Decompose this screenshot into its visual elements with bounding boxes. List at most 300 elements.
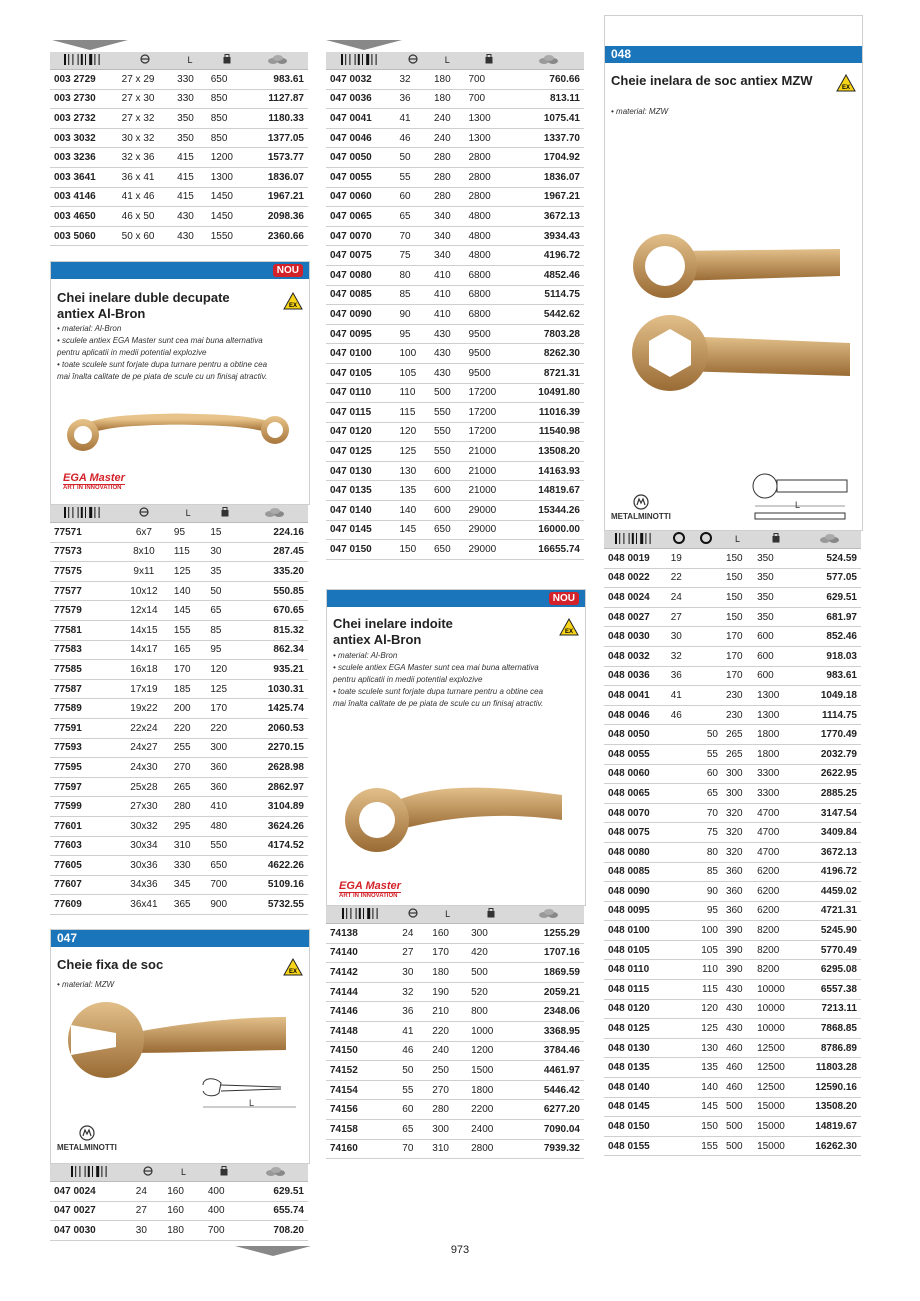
- table-cell: 4174.52: [243, 836, 308, 856]
- table-cell: 1200: [207, 148, 248, 168]
- desc-line: pentru aplicatii in medii potential explozive: [333, 675, 483, 684]
- table-cell: 8786.89: [798, 1038, 861, 1058]
- table-cell: 047 0125: [326, 442, 395, 462]
- weight-icon: [487, 908, 495, 918]
- table-cell: 048 0110: [604, 960, 667, 980]
- table-cell: [691, 607, 722, 627]
- desc-line: • sculele antiex EGA Master sunt cea mai buna alternativa: [57, 336, 263, 345]
- table-cell: 160: [163, 1201, 204, 1221]
- table-cell: 41 x 46: [118, 187, 174, 207]
- table-cell: 280: [430, 187, 464, 207]
- table-cell: 1800: [753, 744, 798, 764]
- table-cell: [667, 940, 691, 960]
- table-cell: 50: [691, 725, 722, 745]
- table-cell: 9500: [464, 363, 514, 383]
- table-row: [50, 207, 308, 227]
- table-cell: 105: [691, 940, 722, 960]
- table-row: [326, 70, 584, 90]
- table-row: [50, 679, 308, 699]
- table-row: [604, 1038, 861, 1058]
- table-cell: 36: [667, 666, 691, 686]
- table-cell: 480: [206, 816, 242, 836]
- table-cell: 500: [722, 1117, 753, 1137]
- table-cell: 24x30: [118, 758, 170, 778]
- title-line-2: antiex Al-Bron: [333, 632, 422, 647]
- brand-name: EGA Master: [339, 880, 401, 892]
- table-cell: 30: [398, 963, 428, 983]
- wrench-size-icon: [139, 507, 149, 517]
- table-row: [50, 777, 308, 797]
- table-cell: 135: [395, 481, 429, 501]
- table-cell: 360: [206, 777, 242, 797]
- table-cell: 77603: [50, 836, 118, 856]
- table-cell: 24x27: [118, 738, 170, 758]
- table-cell: 130: [691, 1038, 722, 1058]
- table-cell: 150: [722, 588, 753, 608]
- table-cell: 047 0024: [50, 1182, 132, 1202]
- table-cell: 048 0024: [604, 588, 667, 608]
- table-row: [326, 520, 584, 540]
- table-row: [326, 461, 584, 481]
- wrench-dimension-drawing: [201, 1075, 301, 1115]
- table-cell: 500: [722, 1136, 753, 1156]
- table-cell: 048 0095: [604, 901, 667, 921]
- table-cell: 77609: [50, 895, 118, 915]
- table-row: [326, 1100, 584, 1120]
- table-row: [326, 383, 584, 403]
- table-cell: 048 0145: [604, 1097, 667, 1117]
- table-cell: 360: [722, 901, 753, 921]
- table-cell: 048 0022: [604, 568, 667, 588]
- table-row: [604, 784, 861, 804]
- table-cell: 17200: [464, 383, 514, 403]
- table-cell: 390: [722, 940, 753, 960]
- table-cell: 74148: [326, 1021, 398, 1041]
- table-cell: 430: [430, 344, 464, 364]
- table-cell: 77587: [50, 679, 118, 699]
- barcode-icon: [615, 533, 655, 544]
- price-coins-icon: [538, 908, 560, 919]
- table-row: [604, 1117, 861, 1137]
- wrench-size-icon: [408, 54, 418, 64]
- table-cell: 300: [722, 784, 753, 804]
- table-cell: 16x18: [118, 660, 170, 680]
- table-cell: 047 0150: [326, 540, 395, 560]
- table-cell: [667, 842, 691, 862]
- table-cell: 415: [173, 187, 207, 207]
- table-cell: 280: [428, 1100, 467, 1120]
- table-row: [604, 705, 861, 725]
- table-cell: 145: [395, 520, 429, 540]
- barcode-icon: [64, 507, 104, 518]
- weight-icon: [223, 54, 231, 64]
- table-cell: 180: [428, 963, 467, 983]
- table-cell: 1300: [207, 167, 248, 187]
- table-cell: 524.59: [798, 549, 861, 569]
- table-cell: 5114.75: [514, 285, 584, 305]
- table-cell: 125: [691, 1019, 722, 1039]
- price-coins-icon: [538, 54, 560, 65]
- table-row: [326, 963, 584, 983]
- table-cell: 2400: [467, 1119, 515, 1139]
- table-cell: 4800: [464, 207, 514, 227]
- table-cell: 629.51: [798, 588, 861, 608]
- table-cell: 15000: [753, 1097, 798, 1117]
- table-header-row: [50, 1164, 308, 1182]
- table-cell: 003 2729: [50, 70, 118, 90]
- table-cell: 5442.62: [514, 305, 584, 325]
- ring-wrench-dimension-drawing: [750, 471, 855, 526]
- table-row: [604, 960, 861, 980]
- table-cell: 27: [132, 1201, 163, 1221]
- table-cell: 240: [430, 128, 464, 148]
- table-row: [326, 109, 584, 129]
- table-cell: 310: [428, 1139, 467, 1159]
- table-cell: 7939.32: [515, 1139, 584, 1159]
- table-cell: 41: [398, 1021, 428, 1041]
- table-cell: 047 0130: [326, 461, 395, 481]
- table-cell: 1500: [467, 1061, 515, 1081]
- weight-icon: [221, 507, 229, 517]
- table-cell: 048 0120: [604, 999, 667, 1019]
- price-coins-icon: [819, 533, 841, 544]
- table-cell: 430: [430, 324, 464, 344]
- table-cell: 30x32: [118, 816, 170, 836]
- table-cell: 3300: [753, 784, 798, 804]
- table-cell: 12590.16: [798, 1078, 861, 1098]
- table-cell: 400: [204, 1182, 245, 1202]
- table-cell: 15000: [753, 1136, 798, 1156]
- table-row: [50, 542, 308, 562]
- table-cell: 6800: [464, 305, 514, 325]
- table-cell: 2800: [464, 167, 514, 187]
- table-row: [604, 999, 861, 1019]
- table-row: [50, 856, 308, 876]
- table-row: [604, 862, 861, 882]
- table-cell: 1704.92: [514, 148, 584, 168]
- table-cell: 80: [691, 842, 722, 862]
- table-cell: 600: [753, 666, 798, 686]
- table-cell: 3104.89: [243, 797, 308, 817]
- table-cell: 1300: [464, 109, 514, 129]
- table-741: [326, 906, 584, 1159]
- metalminotti-emblem-icon: [633, 494, 649, 510]
- table-row: [604, 686, 861, 706]
- table-cell: 14x15: [118, 620, 170, 640]
- table-row: [326, 943, 584, 963]
- table-cell: 047 0060: [326, 187, 395, 207]
- table-row: [50, 70, 308, 90]
- table-cell: 1114.75: [798, 705, 861, 725]
- table-cell: 5245.90: [798, 921, 861, 941]
- table-cell: 185: [170, 679, 206, 699]
- metalminotti-logo: [611, 494, 671, 521]
- table-cell: 1000: [467, 1021, 515, 1041]
- table-cell: 150: [395, 540, 429, 560]
- table-row: [50, 718, 308, 738]
- table-cell: 047 0041: [326, 109, 395, 129]
- table-cell: 280: [430, 167, 464, 187]
- table-cell: 815.32: [243, 620, 308, 640]
- table-row: [604, 607, 861, 627]
- table-cell: [667, 980, 691, 1000]
- table-cell: [667, 725, 691, 745]
- table-cell: 77571: [50, 523, 118, 543]
- table-cell: 50: [398, 1061, 428, 1081]
- table-row: [604, 725, 861, 745]
- table-row: [604, 568, 861, 588]
- table-cell: [667, 1136, 691, 1156]
- table-row: [326, 442, 584, 462]
- table-cell: 1836.07: [514, 167, 584, 187]
- table-cell: 390: [722, 921, 753, 941]
- table-cell: 1800: [467, 1080, 515, 1100]
- table-cell: 048 0100: [604, 921, 667, 941]
- panel-title: [57, 290, 230, 322]
- table-row: [326, 1080, 584, 1100]
- table-cell: 21000: [464, 481, 514, 501]
- table-cell: 77595: [50, 758, 118, 778]
- panel-description: • material: MZW: [611, 107, 669, 116]
- table-row: [326, 226, 584, 246]
- table-cell: 9500: [464, 324, 514, 344]
- table-row: [326, 148, 584, 168]
- table-row: [326, 324, 584, 344]
- table-cell: 60: [398, 1100, 428, 1120]
- table-cell: 320: [722, 823, 753, 843]
- table-row: [326, 89, 584, 109]
- metalminotti-logo: [57, 1125, 117, 1152]
- brand-name: METALMINOTTI: [57, 1143, 117, 1152]
- table-cell: 003 3641: [50, 167, 118, 187]
- table-cell: [667, 1097, 691, 1117]
- table-cell: 170: [722, 627, 753, 647]
- table-cell: 1967.21: [514, 187, 584, 207]
- table-cell: 360: [722, 862, 753, 882]
- ring-icon: [700, 532, 712, 544]
- wrench-size-icon: [408, 908, 418, 918]
- table-row: [50, 738, 308, 758]
- table-cell: 550: [430, 442, 464, 462]
- table-cell: [691, 568, 722, 588]
- table-cell: 30: [206, 542, 242, 562]
- table-row: [326, 363, 584, 383]
- table-cell: 4459.02: [798, 882, 861, 902]
- table-cell: [691, 627, 722, 647]
- table-cell: 150: [722, 568, 753, 588]
- table-cell: 681.97: [798, 607, 861, 627]
- table-row: [604, 1058, 861, 1078]
- table-cell: 4800: [464, 226, 514, 246]
- table-047: [326, 52, 584, 560]
- desc-line: • material: Al-Bron: [333, 651, 398, 660]
- table-row: [50, 660, 308, 680]
- desc-line: mai înalta calitate de pe piata de scule cu un finisaj atractiv.: [333, 699, 544, 708]
- table-row: [326, 924, 584, 944]
- table-cell: 577.05: [798, 568, 861, 588]
- table-cell: 140: [395, 501, 429, 521]
- table-cell: 85: [395, 285, 429, 305]
- table-cell: 16262.30: [798, 1136, 861, 1156]
- table-cell: 21000: [464, 461, 514, 481]
- table-cell: 310: [170, 836, 206, 856]
- table-cell: 2098.36: [248, 207, 308, 227]
- table-cell: 047 0105: [326, 363, 395, 383]
- table-row: [50, 226, 308, 246]
- table-cell: 8200: [753, 960, 798, 980]
- table-row: [604, 627, 861, 647]
- table-cell: 65: [691, 784, 722, 804]
- table-cell: 115: [395, 403, 429, 423]
- table-cell: 2059.21: [515, 982, 584, 1002]
- table-cell: 16000.00: [514, 520, 584, 540]
- table-row: [326, 481, 584, 501]
- table-cell: 30x34: [118, 836, 170, 856]
- table-row: [50, 581, 308, 601]
- table-cell: [691, 646, 722, 666]
- table-row: [604, 940, 861, 960]
- table-cell: 048 0046: [604, 705, 667, 725]
- table-cell: 415: [173, 148, 207, 168]
- table-cell: 115: [170, 542, 206, 562]
- table-cell: 14819.67: [514, 481, 584, 501]
- title-line-2: antiex Al-Bron: [57, 306, 146, 321]
- table-cell: 650: [430, 540, 464, 560]
- table-cell: 50: [206, 581, 242, 601]
- table-cell: 1030.31: [243, 679, 308, 699]
- table-cell: 34x36: [118, 875, 170, 895]
- table-cell: 900: [206, 895, 242, 915]
- table-cell: 95: [170, 523, 206, 543]
- panel-header-bar: [327, 590, 585, 607]
- table-cell: 003 3032: [50, 128, 118, 148]
- table-cell: 430: [173, 207, 207, 227]
- table-row: [50, 620, 308, 640]
- table-cell: 047 0120: [326, 422, 395, 442]
- table-cell: 10x12: [118, 581, 170, 601]
- table-cell: 430: [430, 363, 464, 383]
- table-cell: 125: [395, 442, 429, 462]
- table-cell: 25x28: [118, 777, 170, 797]
- table-cell: 77597: [50, 777, 118, 797]
- table-cell: 048 0055: [604, 744, 667, 764]
- table-row: [326, 207, 584, 227]
- table-row: [604, 882, 861, 902]
- table-cell: 047 0080: [326, 265, 395, 285]
- table-cell: 13508.20: [798, 1097, 861, 1117]
- table-cell: 7213.11: [798, 999, 861, 1019]
- table-cell: 1800: [753, 725, 798, 745]
- table-cell: 77593: [50, 738, 118, 758]
- price-coins-icon: [264, 507, 286, 518]
- table-cell: 8721.31: [514, 363, 584, 383]
- table-row: [50, 1201, 308, 1221]
- table-cell: 350: [173, 128, 207, 148]
- table-cell: 048 0050: [604, 725, 667, 745]
- table-cell: 320: [722, 803, 753, 823]
- table-cell: 1075.41: [514, 109, 584, 129]
- table-cell: 047 0032: [326, 70, 395, 90]
- desc-line: • toate sculele sunt forjate dupa turnare pentru a obtine cea: [333, 687, 544, 696]
- table-cell: 85: [206, 620, 242, 640]
- table-cell: 155: [170, 620, 206, 640]
- table-cell: [667, 1117, 691, 1137]
- brand-tagline: ART IN INNOVATION: [63, 484, 125, 491]
- table-cell: 6557.38: [798, 980, 861, 1000]
- table-cell: 3672.13: [798, 842, 861, 862]
- table-cell: 280: [430, 148, 464, 168]
- table-cell: 420: [467, 943, 515, 963]
- table-cell: 048 0070: [604, 803, 667, 823]
- table-cell: 003 4146: [50, 187, 118, 207]
- table-cell: 95: [206, 640, 242, 660]
- table-row: [604, 666, 861, 686]
- table-003: [50, 52, 308, 246]
- table-cell: 047 0085: [326, 285, 395, 305]
- table-cell: 460: [722, 1078, 753, 1098]
- table-row: [50, 187, 308, 207]
- table-cell: 4622.26: [243, 856, 308, 876]
- table-cell: 27 x 32: [118, 109, 174, 129]
- table-cell: 13508.20: [514, 442, 584, 462]
- table-cell: 145: [170, 601, 206, 621]
- table-cell: 1255.29: [515, 924, 584, 944]
- table-cell: 330: [173, 70, 207, 90]
- table-cell: 1180.33: [248, 109, 308, 129]
- table-cell: 6200: [753, 862, 798, 882]
- table-cell: [667, 901, 691, 921]
- table-row: [50, 699, 308, 719]
- table-cell: 047 0140: [326, 501, 395, 521]
- table-cell: 2628.98: [243, 758, 308, 778]
- table-cell: 120: [691, 999, 722, 1019]
- table-cell: 047 0115: [326, 403, 395, 423]
- table-row: [326, 982, 584, 1002]
- table-cell: 3409.84: [798, 823, 861, 843]
- table-cell: 410: [206, 797, 242, 817]
- table-cell: 74156: [326, 1100, 398, 1120]
- table-cell: 415: [173, 167, 207, 187]
- panel-header-bar: [51, 930, 309, 947]
- table-cell: [667, 960, 691, 980]
- table-cell: 11016.39: [514, 403, 584, 423]
- table-cell: 74140: [326, 943, 398, 963]
- table-row: [326, 422, 584, 442]
- panel-047: [50, 929, 310, 1164]
- table-cell: 1300: [753, 686, 798, 706]
- table-cell: 14163.93: [514, 461, 584, 481]
- table-cell: 74154: [326, 1080, 398, 1100]
- table-cell: 60: [691, 764, 722, 784]
- table-row: [604, 921, 861, 941]
- table-row: [50, 148, 308, 168]
- table-cell: 14x17: [118, 640, 170, 660]
- desc-line: mai înalta calitate de pe piata de scule cu un finisaj atractiv.: [57, 372, 268, 381]
- table-row: [50, 816, 308, 836]
- table-cell: 255: [170, 738, 206, 758]
- table-cell: 3300: [753, 764, 798, 784]
- table-cell: 629.51: [244, 1182, 308, 1202]
- table-cell: 10000: [753, 999, 798, 1019]
- table-cell: 29000: [464, 540, 514, 560]
- table-cell: 165: [170, 640, 206, 660]
- ex-label: EX: [564, 629, 574, 635]
- table-cell: 047 0030: [50, 1221, 132, 1241]
- table-cell: 200: [170, 699, 206, 719]
- table-cell: 300: [467, 924, 515, 944]
- table-cell: 350: [753, 549, 798, 569]
- table-cell: 36x41: [118, 895, 170, 915]
